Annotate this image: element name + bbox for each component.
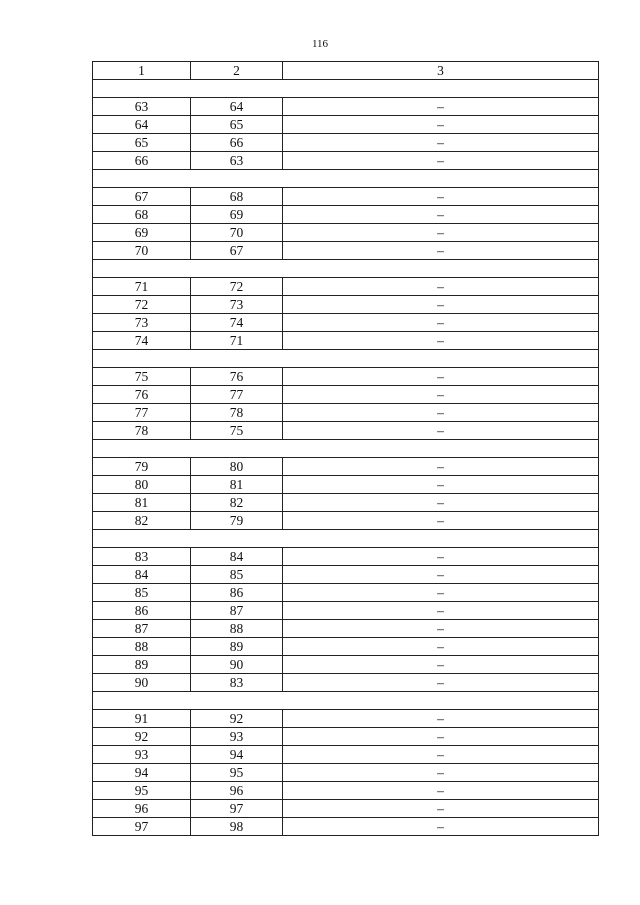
table-cell-col-2: 66 <box>191 134 283 152</box>
table-row <box>93 386 599 404</box>
table-cell-col-2: 87 <box>191 602 283 620</box>
table-cell-col-2: 83 <box>191 674 283 692</box>
group-separator-cell <box>93 260 599 278</box>
table-cell-col-1: 68 <box>93 206 191 224</box>
table-cell-col-2: 69 <box>191 206 283 224</box>
table-cell-col-2: 84 <box>191 548 283 566</box>
group-separator-cell <box>93 170 599 188</box>
table-cell-col-1: 69 <box>93 224 191 242</box>
table-cell-col-2: 85 <box>191 566 283 584</box>
table-row <box>93 764 599 782</box>
table-cell-col-3: – <box>283 458 599 476</box>
table-cell-col-3: – <box>283 602 599 620</box>
group-separator-row <box>93 530 599 548</box>
table-cell-col-1: 63 <box>93 98 191 116</box>
table-row <box>93 278 599 296</box>
group-separator-row <box>93 692 599 710</box>
table-row <box>93 620 599 638</box>
table-cell-col-2: 74 <box>191 314 283 332</box>
table-cell-col-1: 84 <box>93 566 191 584</box>
table-row <box>93 476 599 494</box>
table-cell-col-2: 89 <box>191 638 283 656</box>
table-cell-col-2: 75 <box>191 422 283 440</box>
table-row <box>93 332 599 350</box>
table-cell-col-2: 65 <box>191 116 283 134</box>
table-cell-col-1: 66 <box>93 152 191 170</box>
group-separator-row <box>93 260 599 278</box>
table-cell-col-1: 70 <box>93 242 191 260</box>
table-cell-col-2: 81 <box>191 476 283 494</box>
table-row <box>93 800 599 818</box>
table-cell-col-2: 93 <box>191 728 283 746</box>
table-row <box>93 818 599 836</box>
table-row <box>93 404 599 422</box>
table-cell-col-1: 88 <box>93 638 191 656</box>
table-cell-col-1: 80 <box>93 476 191 494</box>
table-cell-col-2: 77 <box>191 386 283 404</box>
table-cell-col-1: 96 <box>93 800 191 818</box>
table-cell-col-2: 86 <box>191 584 283 602</box>
column-header-1: 1 <box>93 62 191 80</box>
table-cell-col-2: 70 <box>191 224 283 242</box>
table-cell-col-1: 79 <box>93 458 191 476</box>
table-cell-col-3: – <box>283 188 599 206</box>
table-cell-col-1: 77 <box>93 404 191 422</box>
table-row <box>93 116 599 134</box>
group-separator-row <box>93 170 599 188</box>
table-row <box>93 512 599 530</box>
table-cell-col-2: 90 <box>191 656 283 674</box>
table-cell-col-3: – <box>283 710 599 728</box>
table-cell-col-1: 92 <box>93 728 191 746</box>
table-cell-col-1: 93 <box>93 746 191 764</box>
table-cell-col-3: – <box>283 242 599 260</box>
table-cell-col-3: – <box>283 314 599 332</box>
table-row <box>93 656 599 674</box>
table-cell-col-2: 80 <box>191 458 283 476</box>
table-row <box>93 206 599 224</box>
group-separator-cell <box>93 440 599 458</box>
table-cell-col-3: – <box>283 476 599 494</box>
table-cell-col-1: 74 <box>93 332 191 350</box>
table-row <box>93 134 599 152</box>
table-row <box>93 548 599 566</box>
table-cell-col-2: 94 <box>191 746 283 764</box>
table-row <box>93 368 599 386</box>
table-cell-col-3: – <box>283 800 599 818</box>
table-cell-col-1: 91 <box>93 710 191 728</box>
table-cell-col-1: 87 <box>93 620 191 638</box>
table-cell-col-3: – <box>283 404 599 422</box>
table-cell-col-3: – <box>283 296 599 314</box>
table-cell-col-2: 73 <box>191 296 283 314</box>
table-cell-col-1: 83 <box>93 548 191 566</box>
table-cell-col-1: 67 <box>93 188 191 206</box>
table-cell-col-2: 64 <box>191 98 283 116</box>
table-cell-col-1: 85 <box>93 584 191 602</box>
group-separator-row <box>93 350 599 368</box>
table-cell-col-2: 71 <box>191 332 283 350</box>
table-row <box>93 314 599 332</box>
table-cell-col-3: – <box>283 818 599 836</box>
table-cell-col-2: 88 <box>191 620 283 638</box>
table-cell-col-1: 94 <box>93 764 191 782</box>
table-cell-col-1: 90 <box>93 674 191 692</box>
column-header-3: 3 <box>283 62 599 80</box>
table-body <box>93 80 599 836</box>
table-row <box>93 710 599 728</box>
table-cell-col-1: 89 <box>93 656 191 674</box>
table-cell-col-3: – <box>283 548 599 566</box>
table-row <box>93 188 599 206</box>
table-row <box>93 458 599 476</box>
table-cell-col-3: – <box>283 512 599 530</box>
group-separator-cell <box>93 530 599 548</box>
table-cell-col-3: – <box>283 494 599 512</box>
table-cell-col-3: – <box>283 152 599 170</box>
table-row <box>93 728 599 746</box>
group-separator-cell <box>93 692 599 710</box>
table-row <box>93 422 599 440</box>
table-cell-col-2: 78 <box>191 404 283 422</box>
table-cell-col-3: – <box>283 386 599 404</box>
table-cell-col-3: – <box>283 746 599 764</box>
table-cell-col-3: – <box>283 638 599 656</box>
table-cell-col-1: 65 <box>93 134 191 152</box>
table-cell-col-2: 76 <box>191 368 283 386</box>
table-cell-col-3: – <box>283 224 599 242</box>
table-cell-col-3: – <box>283 422 599 440</box>
table-cell-col-3: – <box>283 764 599 782</box>
table-cell-col-2: 67 <box>191 242 283 260</box>
table-row <box>93 602 599 620</box>
table-row <box>93 296 599 314</box>
table-cell-col-1: 64 <box>93 116 191 134</box>
table-cell-col-3: – <box>283 656 599 674</box>
data-table <box>92 61 599 836</box>
group-separator-cell <box>93 350 599 368</box>
table-cell-col-2: 97 <box>191 800 283 818</box>
table-header <box>93 62 599 80</box>
table-cell-col-2: 63 <box>191 152 283 170</box>
table-cell-col-3: – <box>283 728 599 746</box>
table-row <box>93 584 599 602</box>
table-cell-col-1: 97 <box>93 818 191 836</box>
table-cell-col-3: – <box>283 134 599 152</box>
table-cell-col-1: 78 <box>93 422 191 440</box>
table-cell-col-2: 95 <box>191 764 283 782</box>
table-row <box>93 242 599 260</box>
column-header-2: 2 <box>191 62 283 80</box>
table-row <box>93 566 599 584</box>
table-row <box>93 98 599 116</box>
table-cell-col-3: – <box>283 584 599 602</box>
table-cell-col-1: 81 <box>93 494 191 512</box>
header-row <box>93 62 599 80</box>
table-row <box>93 746 599 764</box>
table-cell-col-2: 92 <box>191 710 283 728</box>
table-row <box>93 152 599 170</box>
group-separator-row <box>93 80 599 98</box>
table-cell-col-3: – <box>283 620 599 638</box>
table-cell-col-3: – <box>283 332 599 350</box>
table-row <box>93 674 599 692</box>
table-row <box>93 494 599 512</box>
table-cell-col-2: 98 <box>191 818 283 836</box>
table-cell-col-2: 82 <box>191 494 283 512</box>
table-cell-col-1: 76 <box>93 386 191 404</box>
table-cell-col-1: 72 <box>93 296 191 314</box>
table-cell-col-2: 96 <box>191 782 283 800</box>
table-cell-col-1: 95 <box>93 782 191 800</box>
table-cell-col-3: – <box>283 566 599 584</box>
table-cell-col-3: – <box>283 116 599 134</box>
table-cell-col-2: 72 <box>191 278 283 296</box>
group-separator-row <box>93 440 599 458</box>
table-cell-col-1: 86 <box>93 602 191 620</box>
table-cell-col-1: 73 <box>93 314 191 332</box>
table-cell-col-3: – <box>283 98 599 116</box>
table-cell-col-1: 71 <box>93 278 191 296</box>
table-cell-col-1: 82 <box>93 512 191 530</box>
page-number: 116 <box>311 38 329 50</box>
table-cell-col-3: – <box>283 206 599 224</box>
table-row <box>93 638 599 656</box>
table-cell-col-2: 68 <box>191 188 283 206</box>
table-cell-col-2: 79 <box>191 512 283 530</box>
table-cell-col-3: – <box>283 278 599 296</box>
table-cell-col-3: – <box>283 368 599 386</box>
table-row <box>93 782 599 800</box>
table-cell-col-3: – <box>283 782 599 800</box>
table-cell-col-1: 75 <box>93 368 191 386</box>
table-cell-col-3: – <box>283 674 599 692</box>
group-separator-cell <box>93 80 599 98</box>
table-row <box>93 224 599 242</box>
